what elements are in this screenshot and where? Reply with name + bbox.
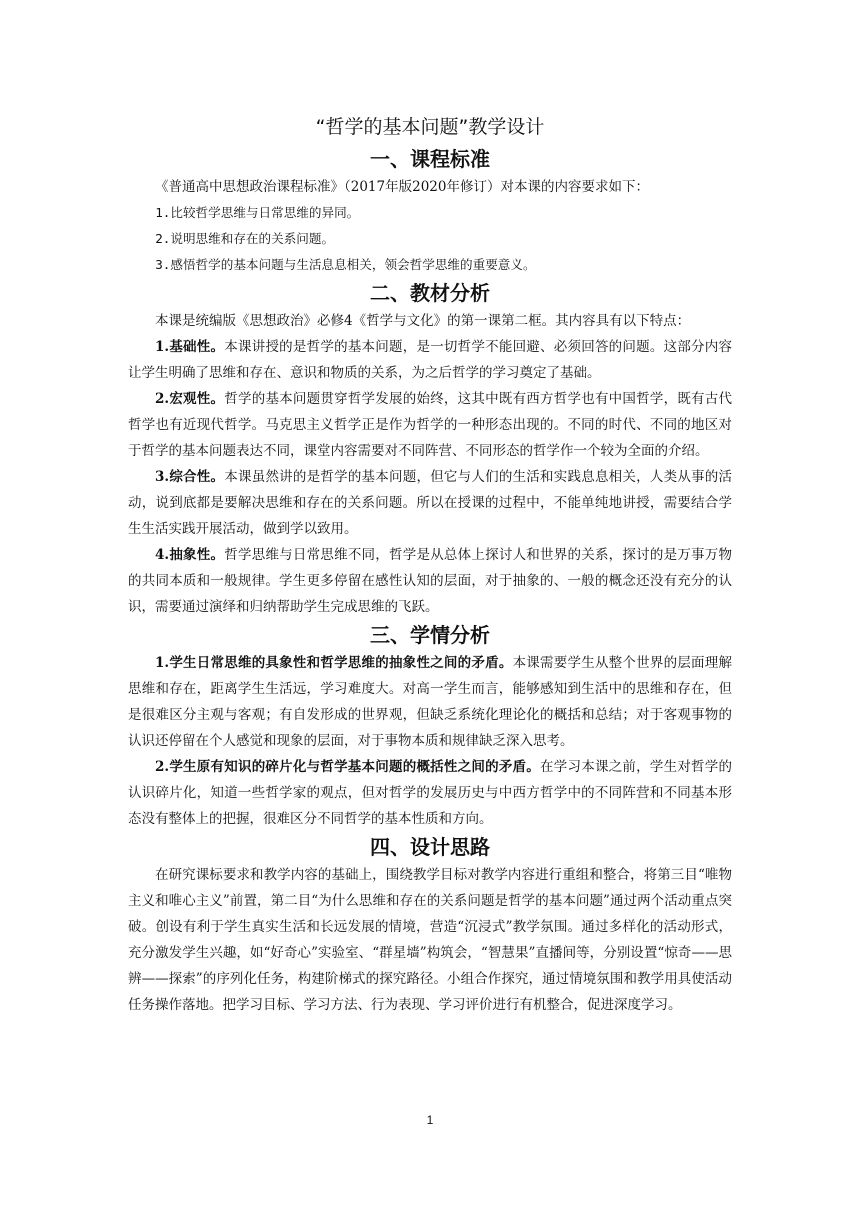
section-heading-curriculum-standards: 一、课程标准 — [370, 147, 490, 171]
point-lead: 1.基础性。 — [155, 339, 225, 355]
analysis-point — [128, 464, 732, 542]
point-lead: 4.抽象性。 — [155, 547, 225, 563]
point-text: 哲学思维与日常思维不同，哲学是从总体上探讨人和世界的关系，探讨的是万事万物的共同本质和一般规律。学生更多停留在感性认知的层面，对于抽象的、一般的概念还没有充分的认识，需要通过演绎和归纳帮助学生完成思维的飞跃。 — [128, 547, 733, 615]
section-heading-design-ideas: 四、设计思路 — [370, 835, 490, 859]
point-lead: 2.学生原有知识的碎片化与哲学基本问题的概括性之间的矛盾。 — [155, 759, 541, 775]
section-body: 在研究课标要求和教学内容的基础上，围绕教学目标对教学内容进行重组和整合，将第三目“唯物主义和唯心主义”前置，第二目“为什么思维和存在的关系问题是哲学的基本问题”通过两个活动重点突破。创设有利于学生真实生活和长远发展的情境，营造“沉浸式”教学氛围。通过多样化的活动形式，充分激发学生兴趣，如“好奇心”实验室、“群星墙”构筑会，“智慧果”直播间等，分别设置“惊奇——思辨——探索”的序列化任务，构建阶梯式的探究路径。小组合作探究，通过情境氛围和教学用具使活动任务操作落地。把学习目标、学习方法、行为表现、学习评价进行有机整合，促进深度学习。 — [128, 867, 732, 1013]
list-item: 2.说明思维和存在的关系问题。 — [155, 231, 335, 246]
document-body — [128, 112, 732, 1018]
analysis-point — [128, 650, 732, 754]
list-item: 1.比较哲学思维与日常思维的异同。 — [155, 205, 360, 220]
section-intro: 本课是统编版《思想政治》必修4《哲学与文化》的第一课第二框。其内容具有以下特点： — [155, 313, 691, 329]
section-heading-learner-analysis: 三、学情分析 — [370, 623, 490, 647]
analysis-point — [128, 386, 732, 464]
section-heading-textbook-analysis: 二、教材分析 — [370, 281, 490, 305]
analysis-point — [128, 334, 732, 386]
list-item: 3.感悟哲学的基本问题与生活息息相关，领会哲学思维的重要意义。 — [155, 257, 536, 272]
section-intro: 《普通高中思想政治课程标准》（2017年版2020年修订）对本课的内容要求如下： — [155, 179, 649, 195]
analysis-point — [128, 754, 732, 832]
point-lead: 2.宏观性。 — [155, 391, 225, 407]
document-title: “哲学的基本问题”教学设计 — [315, 116, 545, 138]
point-text: 本课需要学生从整个世界的层面理解思维和存在，距离学生生活远，学习难度大。对高一学生而言，能够感知到生活中的思维和存在，但是很难区分主观与客观；有自发形成的世界观，但缺乏系统化理论化的概括和总结；对于客观事物的认识还停留在个人感觉和现象的层面，对于事物本质和规律缺乏深入思考。 — [128, 655, 733, 749]
point-text: 哲学的基本问题贯穿哲学发展的始终，这其中既有西方哲学也有中国哲学，既有古代哲学也有近现代哲学。马克思主义哲学正是作为哲学的一种形态出现的。不同的时代、不同的地区对于哲学的基本问题表达不同，课堂内容需要对不同阵营、不同形态的哲学作一个较为全面的介绍。 — [128, 391, 733, 459]
point-text: 本课讲授的是哲学的基本问题，是一切哲学不能回避、必须回答的问题。这部分内容让学生明确了思维和存在、意识和物质的关系，为之后哲学的学习奠定了基础。 — [128, 339, 733, 381]
analysis-point — [128, 542, 732, 620]
point-text: 本课虽然讲的是哲学的基本问题，但它与人们的生活和实践息息相关，人类从事的活动，说到底都是要解决思维和存在的关系问题。所以在授课的过程中，不能单纯地讲授，需要结合学生生活实践开展活动，做到学以致用。 — [128, 469, 733, 537]
point-lead: 3.综合性。 — [155, 469, 225, 485]
point-lead: 1.学生日常思维的具象性和哲学思维的抽象性之间的矛盾。 — [155, 655, 513, 671]
page-number: 1 — [426, 1113, 434, 1127]
point-text: 在学习本课之前，学生对哲学的认识碎片化，知道一些哲学家的观点，但对哲学的发展历史与中西方哲学中的不同阵营和不同基本形态没有整体上的把握，很难区分不同哲学的基本性质和方向。 — [128, 759, 733, 827]
